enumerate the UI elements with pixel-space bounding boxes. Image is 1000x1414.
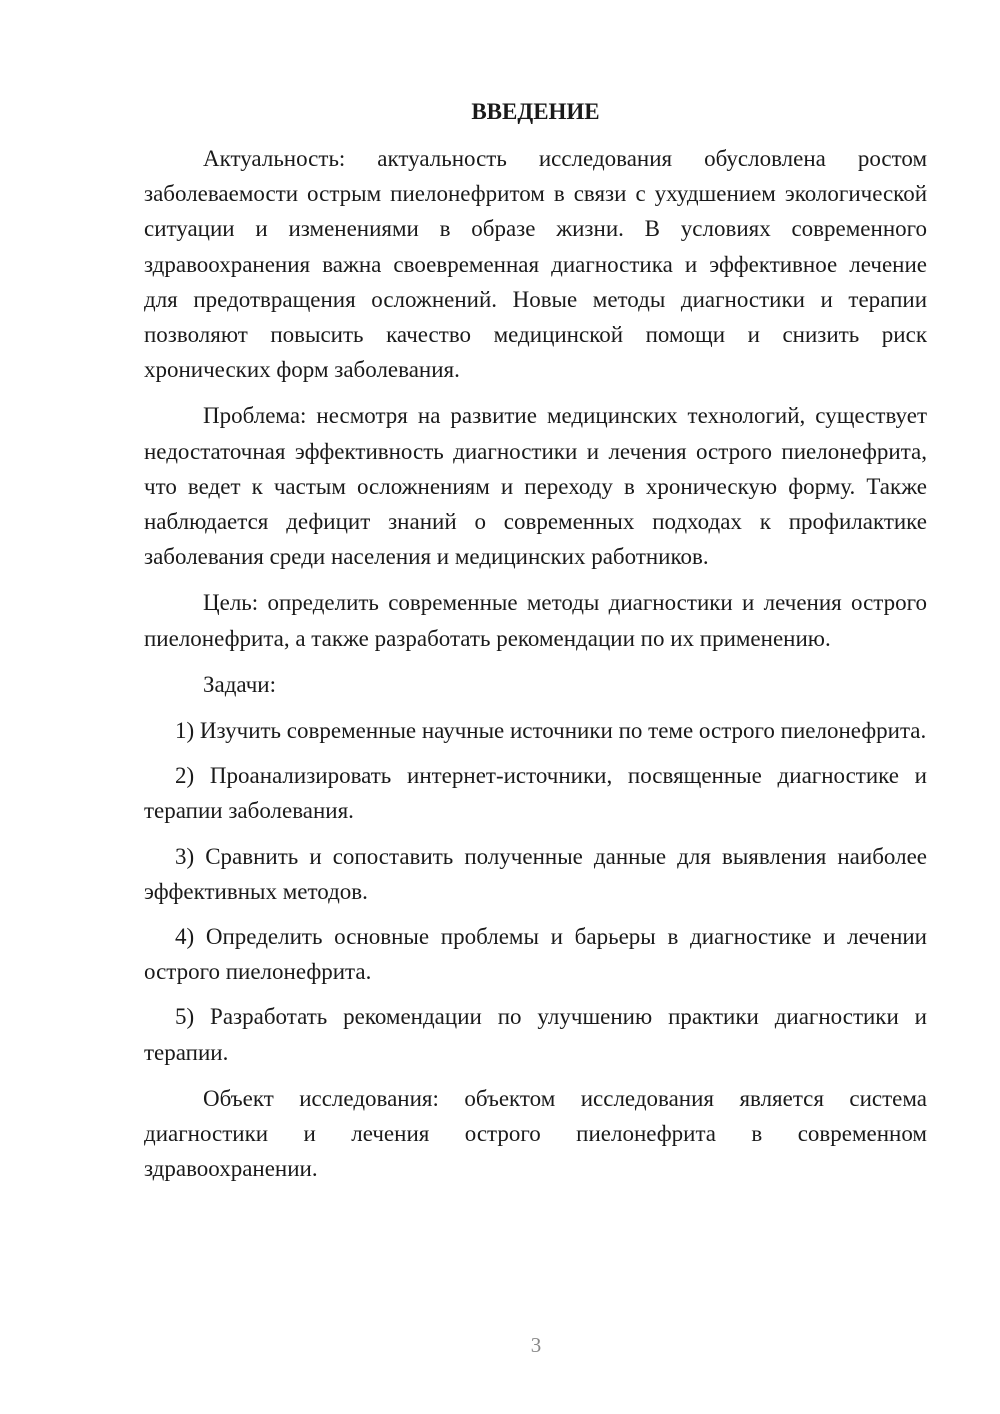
- section-heading: ВВЕДЕНИЕ: [471, 99, 600, 124]
- relevance-paragraph: Актуальность: актуальность исследования обусловлена ростом заболеваемости острым пиелонефритом в связи с ухудшением экологической ситуации и изменениями в образе жизни. В условиях современного здравоохранения важна своевременная диагностика и эффективное лечение для предотвращения осложнений. Новые методы диагностики и терапии позволяют повысить качество медицинской помощи и снизить риск хронических форм заболевания.: [144, 146, 927, 383]
- page-body: [144, 94, 927, 1197]
- task-item-4: 4) Определить основные проблемы и барьеры в диагностике и лечении острого пиелонефрита.: [144, 924, 927, 985]
- task-item-3: 3) Сравнить и сопоставить полученные данные для выявления наиболее эффективных методов.: [144, 843, 927, 904]
- problem-paragraph: Проблема: несмотря на развитие медицинских технологий, существует недостаточная эффективность диагностики и лечения острого пиелонефрита, что ведет к частым осложнениям и переходу в хроническую форму. Также наблюдается дефицит знаний о современных подходах к профилактике заболевания среди населения и медицинских работников.: [144, 403, 927, 570]
- page-number: 3: [530, 1333, 542, 1357]
- goal-paragraph: Цель: определить современные методы диагностики и лечения острого пиелонефрита, а также разработать рекомендации по их применению.: [144, 590, 927, 651]
- object-paragraph: Объект исследования: объектом исследования является система диагностики и лечения острого пиелонефрита в современном здравоохранении.: [144, 1085, 927, 1182]
- tasks-label: Задачи:: [203, 671, 276, 697]
- task-item-1: 1) Изучить современные научные источники по теме острого пиелонефрита.: [175, 718, 927, 744]
- task-item-2: 2) Проанализировать интернет-источники, посвященные диагностике и терапии заболевания.: [144, 763, 927, 824]
- tasks-list: [144, 713, 927, 1070]
- task-item-5: 5) Разработать рекомендации по улучшению практики диагностики и терапии.: [144, 1004, 927, 1065]
